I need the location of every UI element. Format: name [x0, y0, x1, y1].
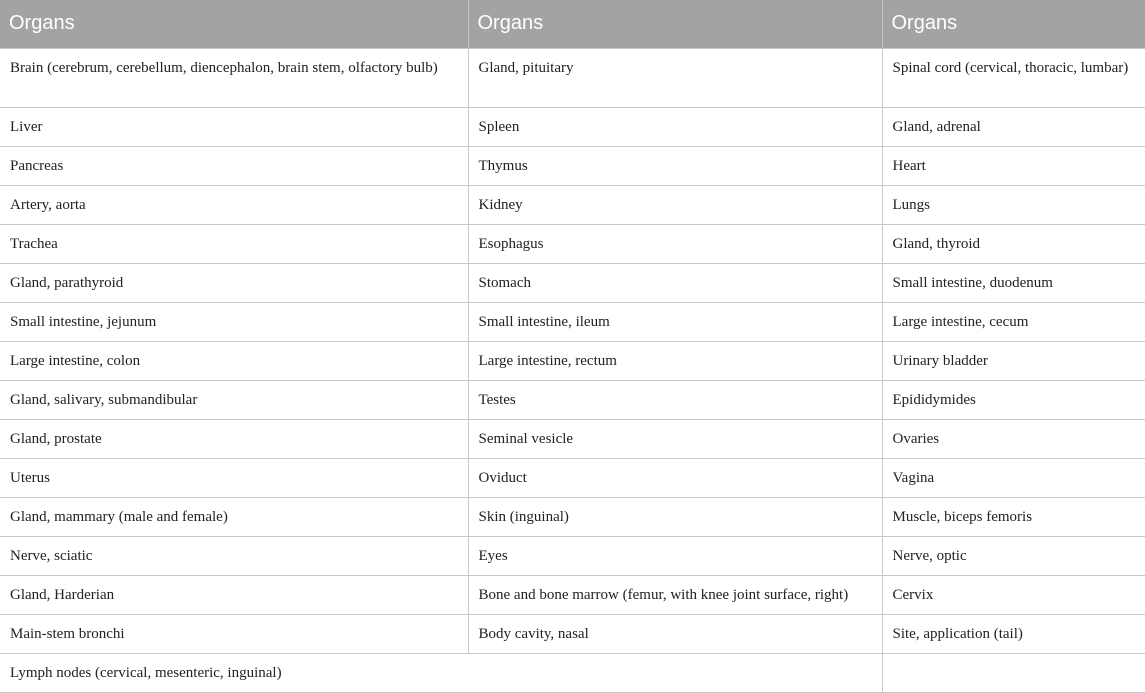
table-cell: Ovaries	[882, 419, 1145, 458]
empty-cell	[882, 653, 1145, 692]
table-cell: Muscle, biceps femoris	[882, 497, 1145, 536]
table-row	[0, 380, 1145, 419]
table-cell: Liver	[0, 107, 468, 146]
table-cell: Oviduct	[468, 458, 882, 497]
table-cell: Site, application (tail)	[882, 614, 1145, 653]
table-cell: Uterus	[0, 458, 468, 497]
table-header	[0, 0, 1145, 48]
table-cell: Kidney	[468, 185, 882, 224]
table-cell: Pancreas	[0, 146, 468, 185]
table-cell: Eyes	[468, 536, 882, 575]
table-cell: Large intestine, rectum	[468, 341, 882, 380]
table-cell: Seminal vesicle	[468, 419, 882, 458]
table-cell: Gland, salivary, submandibular	[0, 380, 468, 419]
table-cell: Vagina	[882, 458, 1145, 497]
table-cell: Cervix	[882, 575, 1145, 614]
table-cell: Artery, aorta	[0, 185, 468, 224]
header-cell-organs-2: Organs	[468, 0, 882, 48]
table-cell: Esophagus	[468, 224, 882, 263]
table-row	[0, 458, 1145, 497]
table-cell: Gland, Harderian	[0, 575, 468, 614]
table-cell: Bone and bone marrow (femur, with knee joint surface, right)	[468, 575, 882, 614]
table-cell: Large intestine, colon	[0, 341, 468, 380]
table-cell: Body cavity, nasal	[468, 614, 882, 653]
table-cell: Small intestine, duodenum	[882, 263, 1145, 302]
table-cell: Nerve, optic	[882, 536, 1145, 575]
table-body	[0, 48, 1145, 692]
table-row	[0, 185, 1145, 224]
table-row	[0, 146, 1145, 185]
table-cell: Large intestine, cecum	[882, 302, 1145, 341]
table-cell: Small intestine, ileum	[468, 302, 882, 341]
table-cell: Skin (inguinal)	[468, 497, 882, 536]
table-cell: Main-stem bronchi	[0, 614, 468, 653]
table-cell: Gland, prostate	[0, 419, 468, 458]
table-row	[0, 48, 1145, 107]
table-cell: Heart	[882, 146, 1145, 185]
table-cell: Gland, thyroid	[882, 224, 1145, 263]
table-cell: Gland, adrenal	[882, 107, 1145, 146]
table-cell: Testes	[468, 380, 882, 419]
table-row	[0, 536, 1145, 575]
table-cell: Spleen	[468, 107, 882, 146]
table-row-lymph-nodes	[0, 653, 1145, 692]
table-cell: Stomach	[468, 263, 882, 302]
table-cell: Small intestine, jejunum	[0, 302, 468, 341]
table-cell: Epididymides	[882, 380, 1145, 419]
table-cell: Urinary bladder	[882, 341, 1145, 380]
table-row	[0, 341, 1145, 380]
header-row	[0, 0, 1145, 48]
table-row	[0, 419, 1145, 458]
table-row	[0, 497, 1145, 536]
merged-cell-lymph-nodes: Lymph nodes (cervical, mesenteric, inguinal)	[0, 653, 882, 692]
header-cell-organs-3: Organs	[882, 0, 1145, 48]
table-cell: Trachea	[0, 224, 468, 263]
table-cell: Spinal cord (cervical, thoracic, lumbar)	[882, 48, 1145, 107]
table-row	[0, 107, 1145, 146]
table-cell: Thymus	[468, 146, 882, 185]
table-row	[0, 614, 1145, 653]
table-cell: Gland, parathyroid	[0, 263, 468, 302]
table-row	[0, 302, 1145, 341]
table-cell: Nerve, sciatic	[0, 536, 468, 575]
table-cell: Gland, mammary (male and female)	[0, 497, 468, 536]
table-row	[0, 263, 1145, 302]
table-cell: Brain (cerebrum, cerebellum, diencephalon, brain stem, olfactory bulb)	[0, 48, 468, 107]
header-cell-organs-1: Organs	[0, 0, 468, 48]
table-row	[0, 575, 1145, 614]
table-cell: Gland, pituitary	[468, 48, 882, 107]
table-row	[0, 224, 1145, 263]
table-cell: Lungs	[882, 185, 1145, 224]
